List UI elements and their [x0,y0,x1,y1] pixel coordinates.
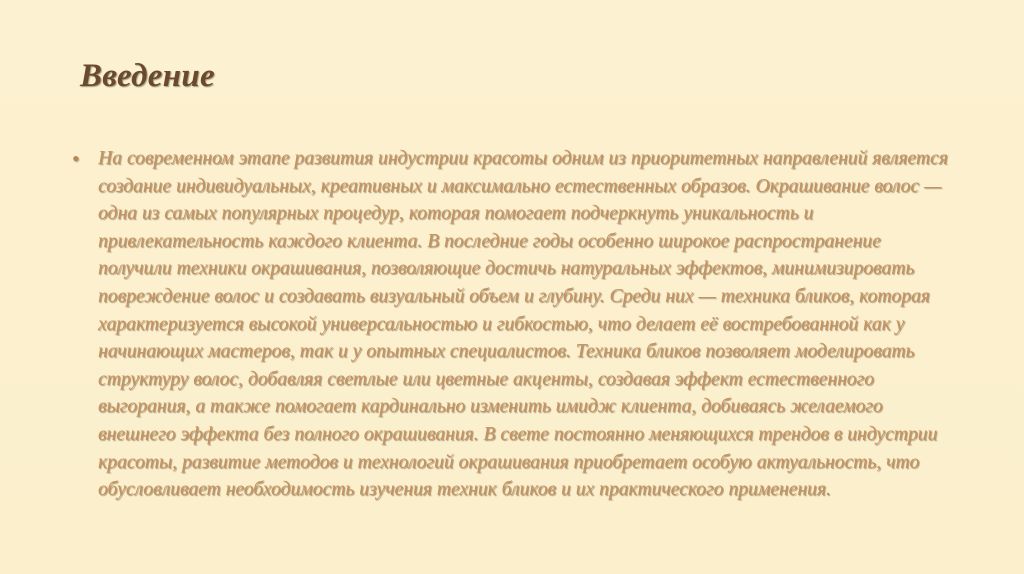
bullet-item [72,145,954,504]
slide-title: Введение [80,58,215,94]
bullet-marker: • [72,146,80,171]
bullet-list [72,145,954,504]
bullet-text: На современном этапе развития индустрии красоты одним из приоритетных направлений является создание индивидуальных, креативных и максимально естественных образов. Окрашивание волос — одна из самых популярных процедур, которая помогает подчеркнуть уникальность и привлекательность каждого клиента. В последние годы особенно широкое распространение получили техники окрашивания, позволяющие достичь натуральных эффектов, минимизировать повреждение волос и создавать визуальный объем и глубину. Среди них — техника бликов, которая характеризуется высокой универсальностью и гибкостью, что делает её востребованной как у начинающих мастеров, так и у опытных специалистов. Техника бликов позволяет моделировать структуру волос, добавляя светлые или цветные акценты, создавая эффект естественного выгорания, а также помогает кардинально изменить имидж клиента, добиваясь желаемого внешнего эффекта без полного окрашивания. В свете постоянно меняющихся трендов в индустрии красоты, развитие методов и технологий окрашивания приобретает особую актуальность, что обусловливает необходимость изучения техник бликов и их практического применения. [98,148,948,501]
